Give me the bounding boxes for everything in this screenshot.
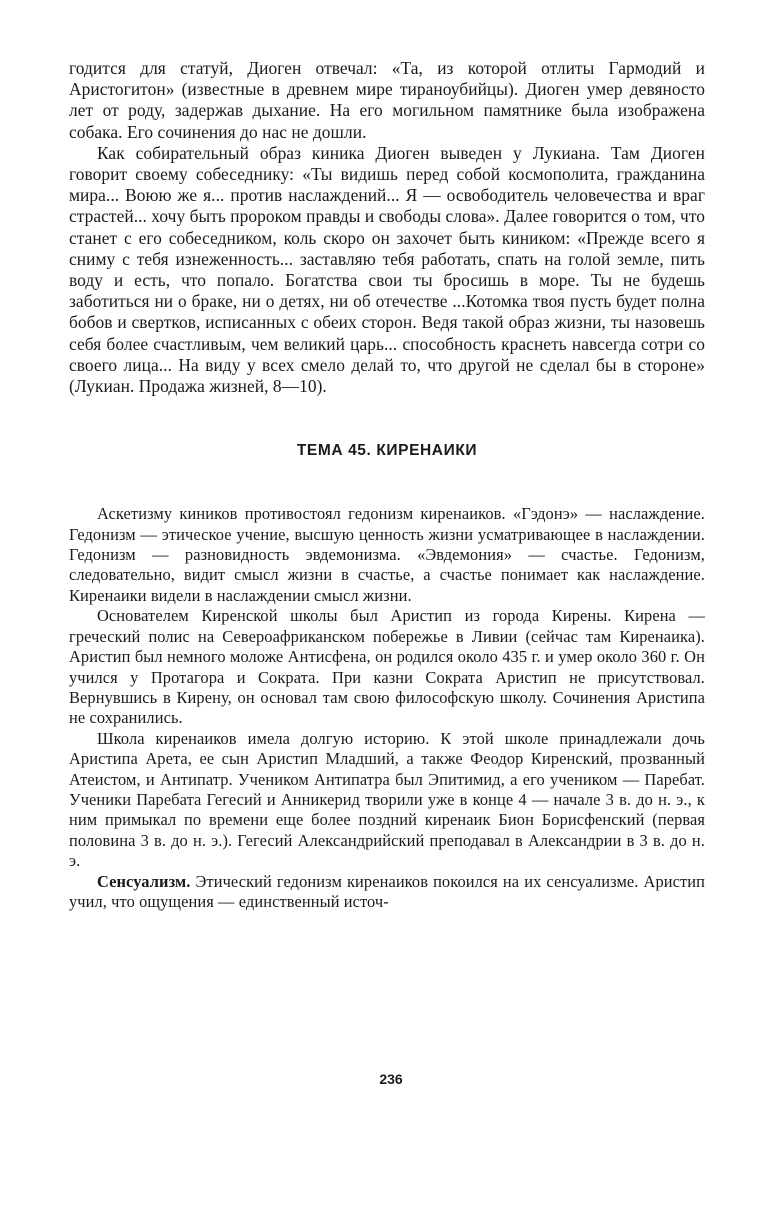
paragraph-sensualism-text: Этический гедонизм киренаиков покоился на их сенсуализме. Аристип учил, что ощущения — единственный источ- bbox=[69, 871, 705, 911]
page-body bbox=[69, 58, 705, 912]
paragraph-hedonism: Аскетизму киников противостоял гедонизм киренаиков. «Гэдонэ» — наслаждение. Гедонизм — этическое учение, высшую ценность жизни усматривающее в наслаждении. Гедонизм — разновидность эвдемонизма. «Эвдемония» — счастье. Гедонизм, следовательно, видит смысл жизни в счастье, а счастье понимает как наслаждение. Киренаики видели в наслаждении смысл жизни. bbox=[69, 504, 705, 605]
page-number: 236 bbox=[379, 1071, 403, 1087]
paragraph-school-history: Школа киренаиков имела долгую историю. К этой школе принадлежали дочь Аристипа Арета, ее сын Аристип Младший, а также Феодор Киренский, прозванный Атеистом, и Антипатр. Учеником Антипатра был Эпитимид, а его учеником — Паребат. Ученики Паребата Гегесий и Анникерид творили уже в конце 4 — начале 3 в. до н. э., к ним примыкал по времени еще более поздний киренаик Бион Борисфенский (первая половина 3 в. до н. э.). Гегесий Александрийский преподавал в Александрии в 3 в. до н. э. bbox=[69, 728, 705, 871]
paragraph-diogenes-end: годится для статуй, Диоген отвечал: «Та, из которой отлиты Гармодий и Аристогитон» (известные в древнем мире тираноубийцы). Диоген умер девяносто лет от роду, задержав дыхание. На его могильном памятнике была изображена собака. Его сочинения до нас не дошли. bbox=[69, 58, 705, 142]
run-in-heading: Сенсуализм. bbox=[97, 871, 191, 891]
paragraph-lucian: Как собирательный образ киника Диоген выведен у Лукиана. Там Диоген говорит своему собеседнику: «Ты видишь перед собой космополита, гражданина мира... Воюю же я... против наслаждений... Я — освободитель человечества и враг страстей... хочу быть пророком правды и свободы слова». Далее говорится о том, что станет с его собеседником, коль скоро он захочет быть киником: «Прежде всего я сниму с тебя изнеженность... заставляю тебя работать, спать на голой земле, пить воду и есть, что попало. Богатства свои ты бросишь в море. Ты не будешь заботиться ни о браке, ни о детях, ни об отечестве ...Котомка твоя пусть будет полна бобов и свертков, исписанных с обеих сторон. Ведя такой образ жизни, ты назовешь себя более счастливым, чем великий царь... способность краснеть навсегда сотри со своего лица... На виду у всех смело делай то, что другой не сделал бы в стороне» (Лукиан. Продажа жизней, 8—10). bbox=[69, 142, 705, 397]
paragraph-aristippus: Основателем Киренской школы был Аристип из города Кирены. Кирена — греческий полис на Североафриканском побережье в Ливии (сейчас там Киренаика). Аристип был немного моложе Антисфена, он родился около 435 г. и умер около 360 г. Он учился у Протагора и Сократа. При казни Сократа Аристип не присутствовал. Вернувшись в Кирену, он основал там свою философскую школу. Сочинения Аристипа не сохранились. bbox=[69, 606, 705, 728]
paragraph-sensualism bbox=[69, 872, 705, 913]
section-heading: ТЕМА 45. КИРЕНАИКИ bbox=[296, 442, 478, 460]
